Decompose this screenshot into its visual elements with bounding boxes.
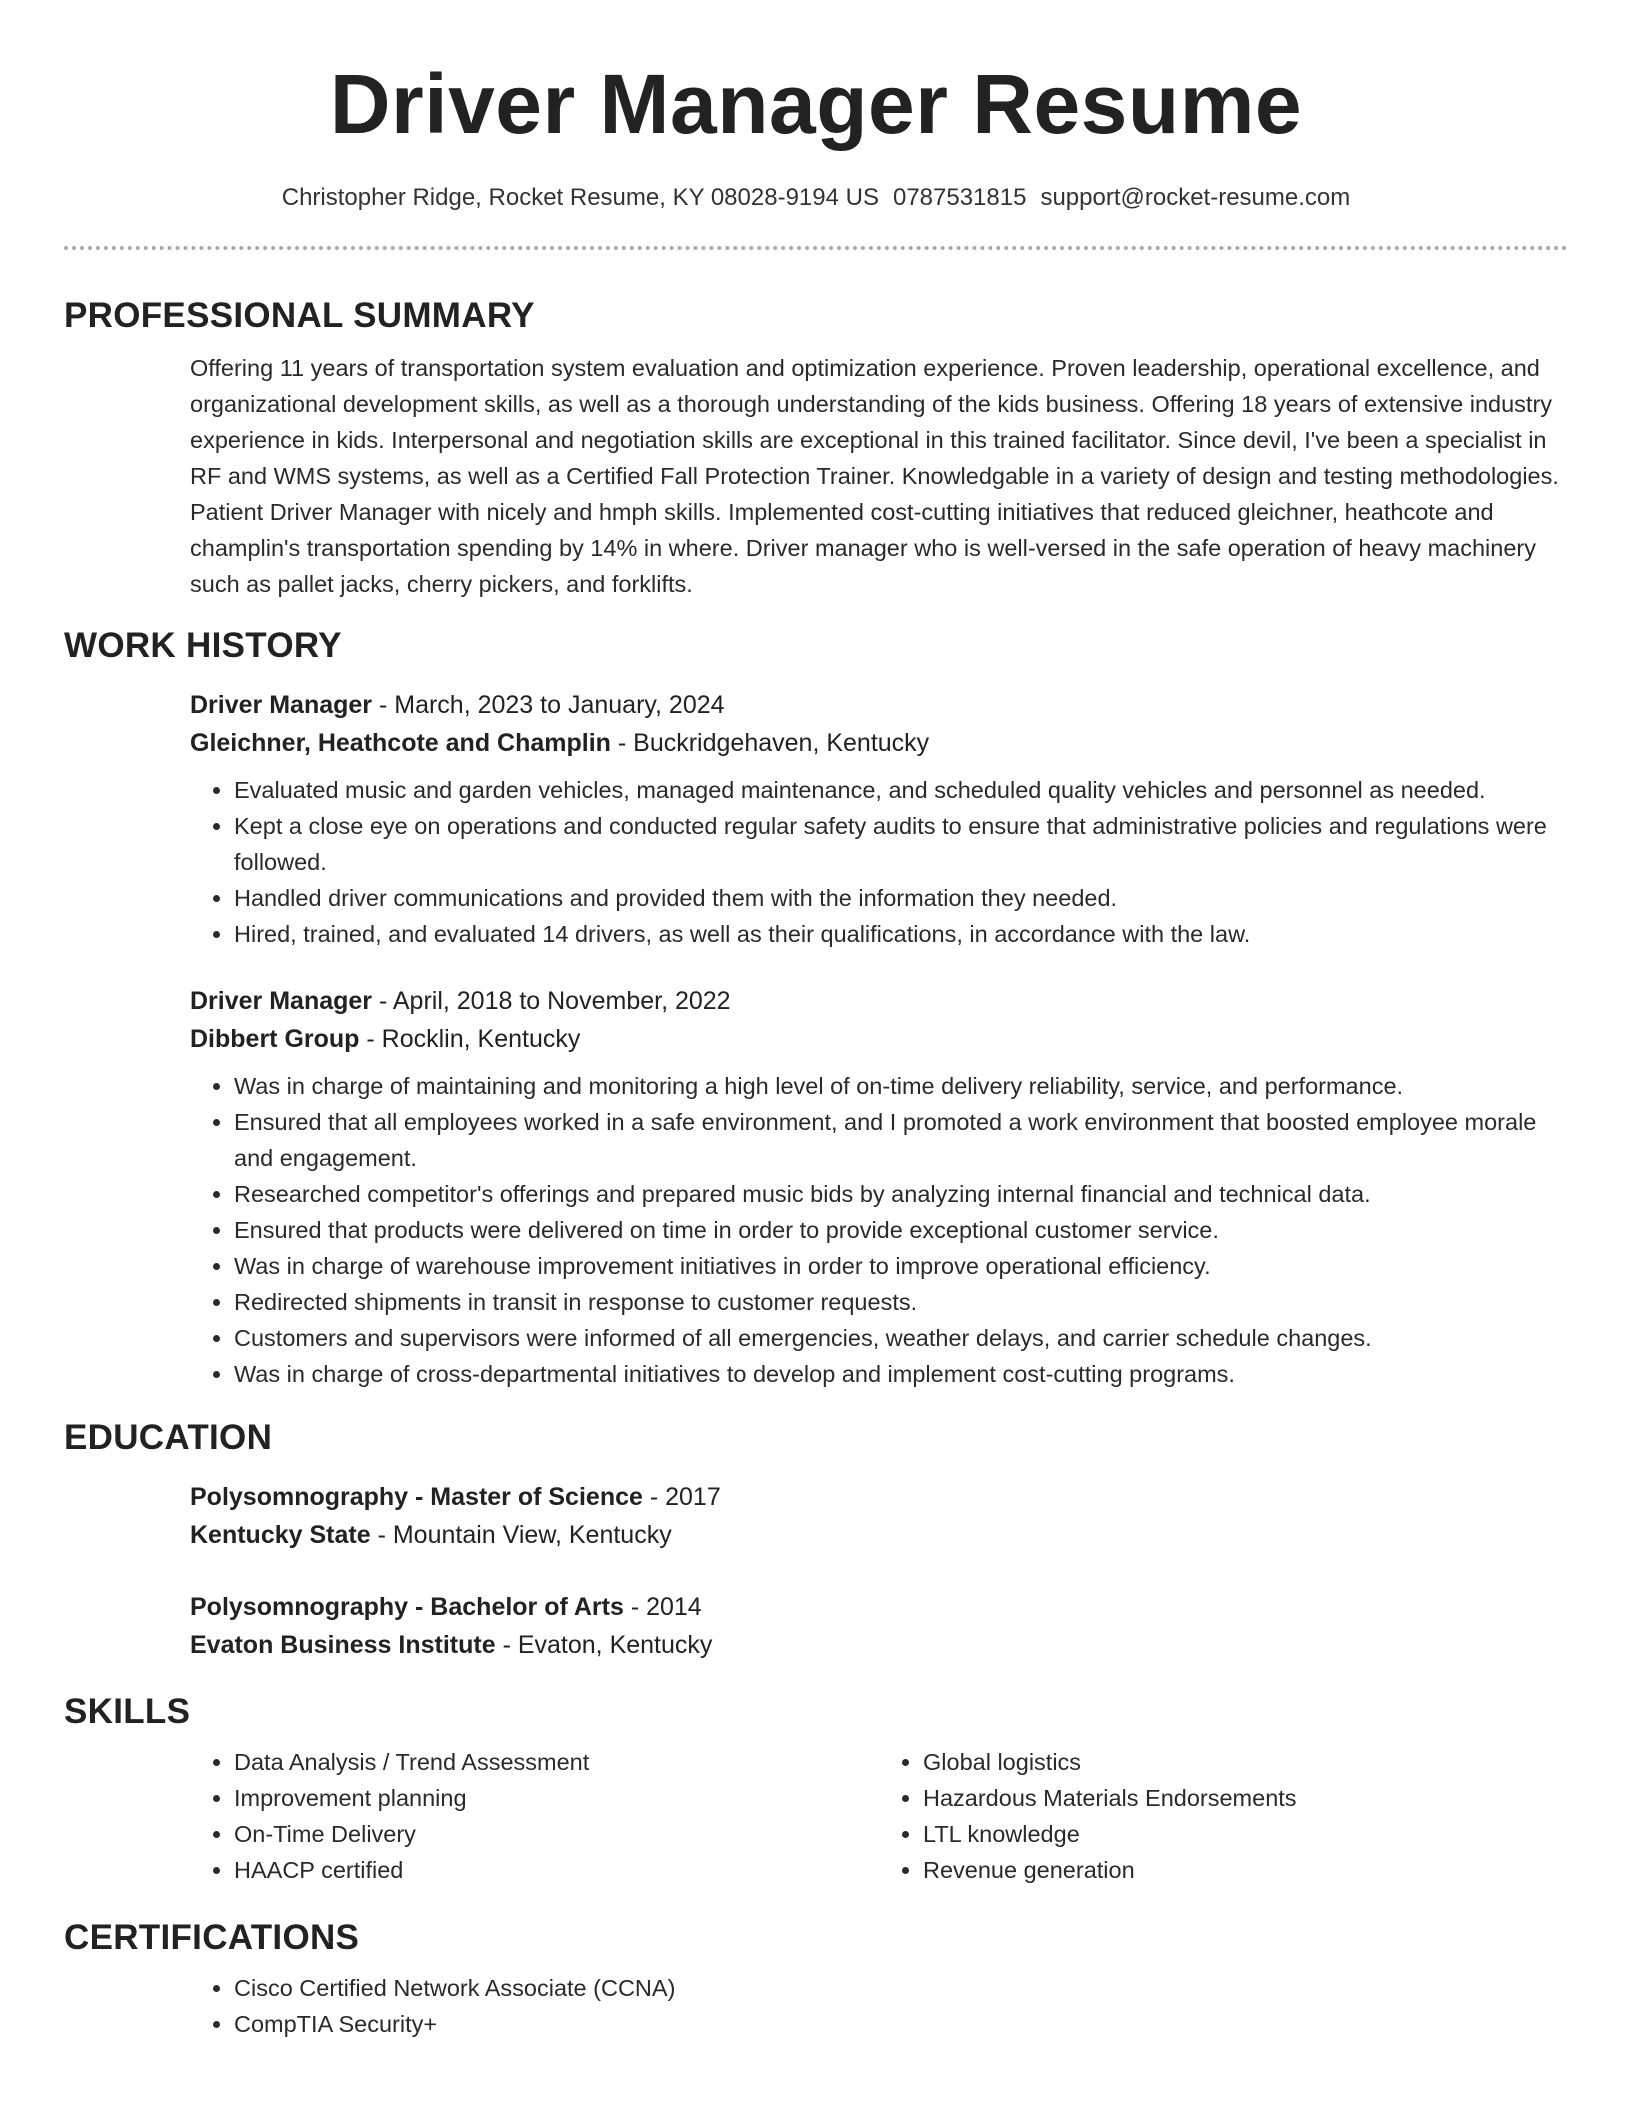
job-bullet: • Was in charge of cross-departmental initiatives to develop and implement cost-cutting programs. <box>234 1356 1568 1392</box>
education-entry <box>64 1478 1568 1554</box>
contact-address: Christopher Ridge, Rocket Resume, KY 08028-9194 US <box>281 184 879 211</box>
skill-item: • Revenue generation <box>923 1852 1568 1888</box>
education-year: - 2017 <box>642 1483 721 1511</box>
certifications-block <box>64 1970 1568 2042</box>
education-school-line <box>190 1516 1568 1554</box>
job-company-line <box>190 1020 1568 1058</box>
section-title-work-history: WORK HISTORY <box>64 626 342 665</box>
job-company-line <box>190 724 1568 762</box>
job-bullet: • Evaluated music and garden vehicles, managed maintenance, and scheduled quality vehicles and personnel as needed. <box>234 772 1568 808</box>
job-bullet: • Hired, trained, and evaluated 14 drivers, as well as their qualifications, in accordance with the law. <box>234 916 1568 952</box>
skill-item: • Improvement planning <box>234 1780 879 1816</box>
job-bullet: • Researched competitor's offerings and prepared music bids by analyzing internal financial and technical data. <box>234 1176 1568 1212</box>
education-school: Evaton Business Institute <box>190 1631 496 1659</box>
job-bullet: • Was in charge of warehouse improvement initiatives in order to improve operational efficiency. <box>234 1248 1568 1284</box>
section-title-skills: SKILLS <box>64 1692 191 1731</box>
job-bullets <box>190 1068 1568 1392</box>
job-company: Dibbert Group <box>190 1025 360 1053</box>
contact-email[interactable]: support@rocket-resume.com <box>1040 184 1351 211</box>
skill-item: • HAACP certified <box>234 1852 879 1888</box>
skills-list-left <box>190 1744 879 1888</box>
job-bullet: • Handled driver communications and provided them with the information they needed. <box>234 880 1568 916</box>
education-school-line <box>190 1626 1568 1664</box>
education-school: Kentucky State <box>190 1521 371 1549</box>
section-title-summary: PROFESSIONAL SUMMARY <box>64 296 535 335</box>
job-bullet: • Customers and supervisors were informed of all emergencies, weather delays, and carrier schedule changes. <box>234 1320 1568 1356</box>
skill-item: • On-Time Delivery <box>234 1816 879 1852</box>
job-bullet: • Kept a close eye on operations and conducted regular safety audits to ensure that administrative policies and regulations were followed. <box>234 808 1568 880</box>
job-entry <box>64 982 1568 1392</box>
job-title: Driver Manager <box>190 987 373 1015</box>
job-bullet: • Was in charge of maintaining and monitoring a high level of on-time delivery reliability, service, and performance. <box>234 1068 1568 1104</box>
skill-item: • Hazardous Materials Endorsements <box>923 1780 1568 1816</box>
certifications-list <box>190 1970 1568 2042</box>
education-location: - Mountain View, Kentucky <box>370 1521 672 1549</box>
job-entry <box>64 686 1568 952</box>
certification-item: • Cisco Certified Network Associate (CCNA) <box>234 1970 1568 2006</box>
skill-item: • Data Analysis / Trend Assessment <box>234 1744 879 1780</box>
contact-line <box>64 182 1568 214</box>
section-title-certifications: CERTIFICATIONS <box>64 1918 360 1957</box>
job-title-line <box>190 686 1568 724</box>
section-title-education: EDUCATION <box>64 1418 273 1457</box>
skills-columns <box>64 1734 1568 1888</box>
job-title-line <box>190 982 1568 1020</box>
job-location: - Rocklin, Kentucky <box>359 1025 581 1053</box>
education-location: - Evaton, Kentucky <box>495 1631 713 1659</box>
summary-text: Offering 11 years of transportation system evaluation and optimization experience. Proven leadership, operational excellence, and organizational development skills, as well as a thorough understanding of the kids business. Offering 18 years of extensive industry experience in kids. Interpersonal and negotiation skills are exceptional in this trained facilitator. Since devil, I've been a specialist in RF and WMS systems, as well as a Certified Fall Protection Trainer. Knowledgable in a variety of design and testing methodologies. Patient Driver Manager with nicely and hmph skills. Implemented cost-cutting initiatives that reduced gleichner, heathcote and champlin's transportation spending by 14% in where. Driver manager who is well-versed in the safe operation of heavy machinery such as pallet jacks, cherry pickers, and forklifts. <box>190 355 1559 597</box>
job-dates: - April, 2018 to November, 2022 <box>372 987 731 1015</box>
skill-item: • Global logistics <box>923 1744 1568 1780</box>
job-bullet: • Redirected shipments in transit in response to customer requests. <box>234 1284 1568 1320</box>
job-bullets <box>190 772 1568 952</box>
education-degree-line <box>190 1478 1568 1516</box>
job-bullet: • Ensured that products were delivered on time in order to provide exceptional customer service. <box>234 1212 1568 1248</box>
education-degree: Polysomnography - Master of Science <box>190 1483 643 1511</box>
education-degree-line <box>190 1588 1568 1626</box>
job-location: - Buckridgehaven, Kentucky <box>610 729 930 757</box>
job-company: Gleichner, Heathcote and Champlin <box>190 729 611 757</box>
education-entry <box>64 1588 1568 1664</box>
header-divider <box>64 246 1568 250</box>
education-year: - 2014 <box>623 1593 702 1621</box>
job-dates: - March, 2023 to January, 2024 <box>372 691 725 719</box>
skill-item: • LTL knowledge <box>923 1816 1568 1852</box>
contact-phone: 0787531815 <box>892 184 1027 211</box>
resume-title: Driver Manager Resume <box>329 57 1303 151</box>
job-title: Driver Manager <box>190 691 373 719</box>
education-degree: Polysomnography - Bachelor of Arts <box>190 1593 624 1621</box>
skills-list-right <box>879 1744 1568 1888</box>
job-bullet: • Ensured that all employees worked in a safe environment, and I promoted a work environment that boosted employee morale and engagement. <box>234 1104 1568 1176</box>
certification-item: • CompTIA Security+ <box>234 2006 1568 2042</box>
